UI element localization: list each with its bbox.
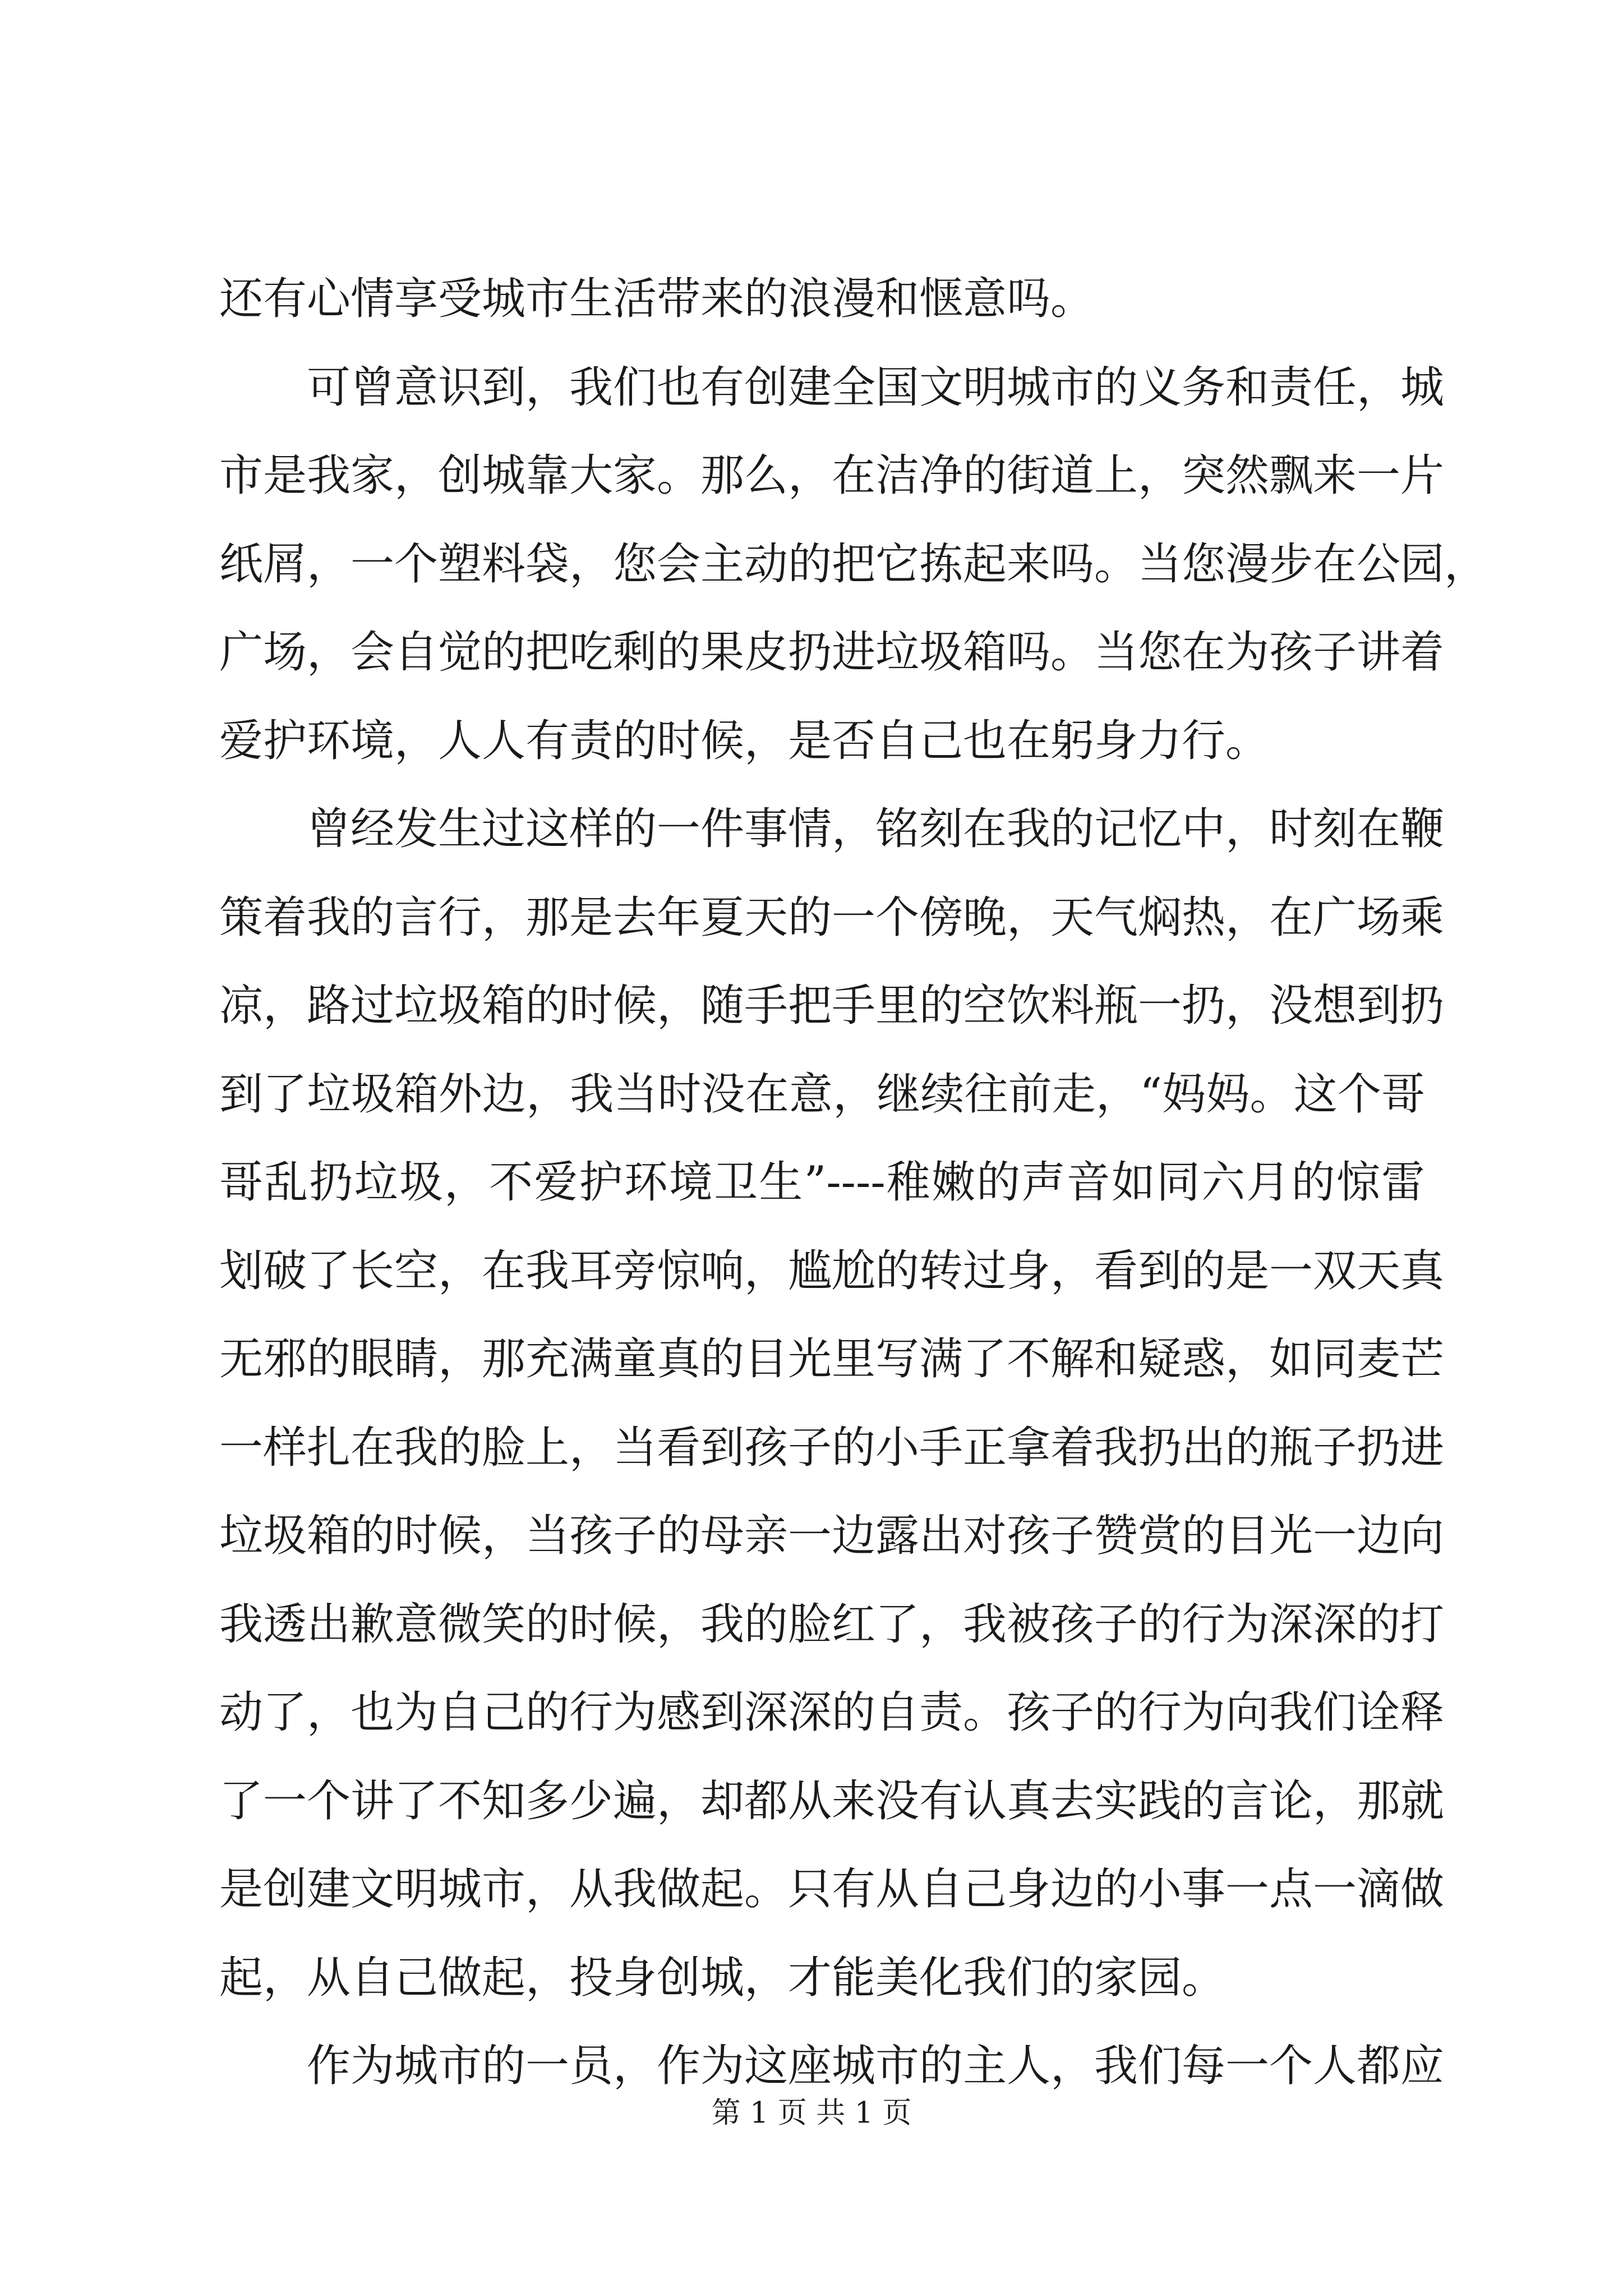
text-line: 纸屑，一个塑料袋，您会主动的把它拣起来吗。当您漫步在公园，	[219, 539, 1488, 590]
text-line: 曾经发生过这样的一件事情，铭刻在我的记忆中，时刻在鞭	[307, 804, 1445, 854]
text-line: 策着我的言行，那是去年夏天的一个傍晚，天气焖热，在广场乘	[219, 892, 1445, 943]
text-line: 无邪的眼睛，那充满童真的目光里写满了不解和疑惑，如同麦芒	[219, 1334, 1445, 1384]
text-line: 市是我家，创城靠大家。那么，在洁净的街道上，突然飘来一片	[219, 450, 1445, 501]
text-line: 垃圾箱的时候，当孩子的母亲一边露出对孩子赞赏的目光一边向	[219, 1511, 1445, 1561]
text-line: 广场，会自觉的把吃剩的果皮扔进垃圾箱吗。当您在为孩子讲着	[219, 627, 1445, 678]
text-line: 哥乱扔垃圾，不爱护环境卫生”----稚嫩的声音如同六月的惊雷	[219, 1157, 1425, 1208]
text-line: 划破了长空，在我耳旁惊响，尴尬的转过身，看到的是一双天真	[219, 1245, 1445, 1296]
text-line: 还有心情享受城市生活带来的浪漫和惬意吗。	[219, 274, 1095, 324]
text-line: 可曾意识到，我们也有创建全国文明城市的义务和责任，城	[307, 362, 1445, 413]
text-line: 到了垃圾箱外边，我当时没在意，继续往前走，“妈妈。这个哥	[219, 1069, 1425, 1120]
text-line: 我透出歉意微笑的时候，我的脸红了，我被孩子的行为深深的打	[219, 1599, 1445, 1650]
text-line: 凉，路过垃圾箱的时候，随手把手里的空饮料瓶一扔，没想到扔	[219, 981, 1445, 1031]
page-footer: 第 1 页 共 1 页	[711, 2096, 912, 2130]
text-line: 动了，也为自己的行为感到深深的自责。孩子的行为向我们诠释	[219, 1687, 1445, 1738]
text-line: 作为城市的一员，作为这座城市的主人，我们每一个人都应	[307, 2041, 1445, 2091]
text-line: 爱护环境，人人有责的时候，是否自己也在躬身力行。	[219, 715, 1270, 766]
text-line: 起，从自己做起，投身创城，才能美化我们的家园。	[219, 1952, 1226, 2003]
text-line: 是创建文明城市，从我做起。只有从自己身边的小事一点一滴做	[219, 1864, 1445, 1915]
text-line: 了一个讲了不知多少遍，却都从来没有认真去实践的言论，那就	[219, 1775, 1445, 1826]
text-line: 一样扎在我的脸上，当看到孩子的小手正拿着我扔出的瓶子扔进	[219, 1422, 1445, 1473]
document-body	[219, 255, 1488, 2111]
